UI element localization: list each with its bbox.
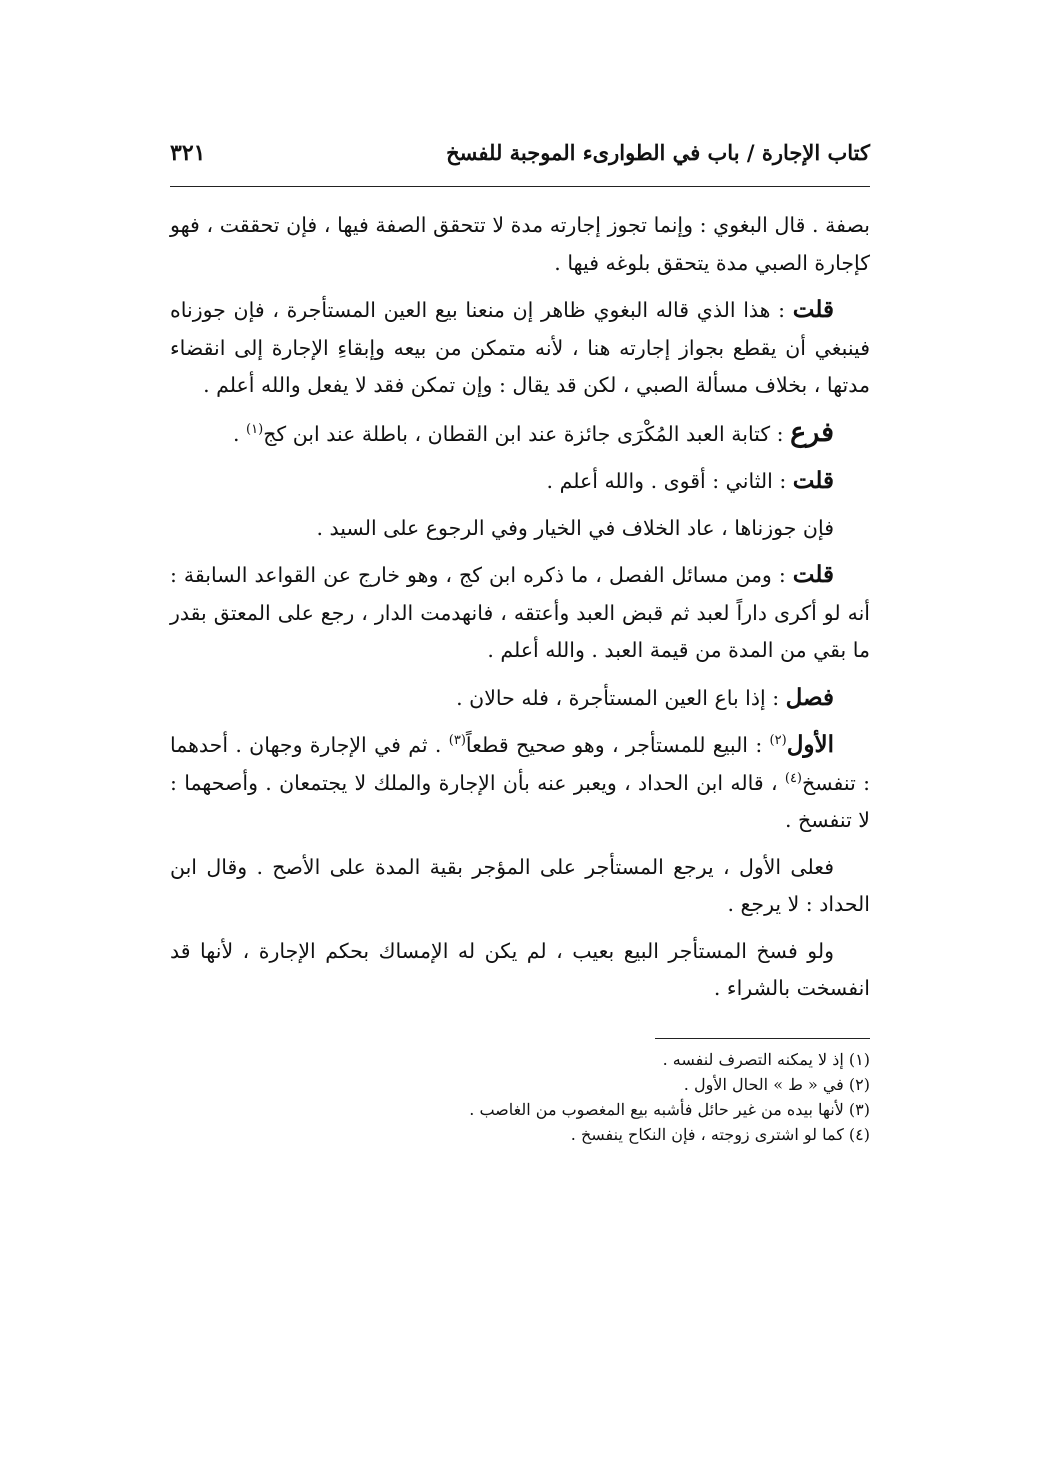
footnote-ref: (١) <box>246 421 264 437</box>
footnote-ref: (٤) <box>784 770 802 786</box>
header-title: كتاب الإجارة / باب في الطوارىء الموجبة للفسخ <box>446 140 870 165</box>
paragraph: بصفة . قال البغوي : وإنما تجوز إجارته مدة لا تتحقق الصفة فيها ، فإن تحققت ، فهو كإجارة الصبي مدة يتحقق بلوغه فيها . <box>170 213 870 275</box>
footnote: (١) إذ لا يمكنه التصرف لنفسه . <box>662 1049 870 1069</box>
keyword-awwal: الأول <box>786 731 835 758</box>
paragraph: قلت : الثاني : أقوى . والله أعلم . <box>546 467 834 494</box>
footnote: (٢) في « ط » الحال الأول . <box>683 1074 870 1094</box>
footnote-ref: (٢) <box>769 733 787 749</box>
keyword-qultu: قلت <box>792 561 834 588</box>
body-text <box>170 207 870 1008</box>
keyword-qultu: قلت <box>792 296 834 323</box>
paragraph: ولو فسخ المستأجر البيع بعيب ، لم يكن له الإمساك بحكم الإجارة ، لأنها قد انفسخت بالشراء . <box>170 938 870 1000</box>
book-page <box>170 140 870 1147</box>
footnote-divider <box>655 1038 870 1039</box>
paragraph: الأول$^{(٢)}$ : البيع للمستأجر ، وهو صحيح قطعاً$^{(٣)}$ . ثم في الإجارة وجهان . أحدهما : تنفسخ$^{(٤)}$ ، قاله ابن الحداد ، ويعبر عنه بأن الإجارة والملك لا يجتمعان . وأصحهما : لا تنفسخ . <box>170 731 870 832</box>
footnotes <box>170 1047 870 1147</box>
paragraph: فعلى الأول ، يرجع المستأجر على المؤجر بقية المدة على الأصح . وقال ابن الحداد : لا يرجع . <box>170 854 870 916</box>
paragraph: قلت : ومن مسائل الفصل ، ما ذكره ابن كج ، وهو خارج عن القواعد السابقة : أنه لو أكرى داراً لعبد ثم قبض العبد وأعتقه ، فانهدمت الدار ، رجع على المعتق بقدر ما بقي من المدة من قيمة العبد . والله أعلم . <box>170 561 870 662</box>
paragraph: فرع : كتابة العبد المُكْرَى جائزة عند ابن القطان ، باطلة عند ابن كج$^{(١)}$ . <box>233 416 834 448</box>
paragraph: قلت : هذا الذي قاله البغوي ظاهر إن منعنا بيع العين المستأجرة ، فإن جوزناه فينبغي أن يقطع بجواز إجارته هنا ، لأنه متمكن من بيعه وإبقاءِ الإجارة إلى انقضاء مدتها ، بخلاف مسألة الصبي ، لكن قد يقال : وإن تمكن فقد لا يفعل والله أعلم . <box>170 296 870 397</box>
running-header <box>170 140 870 187</box>
footnote: (٤) كما لو اشترى زوجته ، فإن النكاح ينفسخ . <box>570 1124 870 1144</box>
paragraph: فإن جوزناها ، عاد الخلاف في الخيار وفي الرجوع على السيد . <box>316 515 834 540</box>
keyword-qultu: قلت <box>792 467 834 494</box>
footnote-ref: (٣) <box>448 733 466 749</box>
footnote: (٣) لأنها بيده من غير حائل فأشبه بيع المغصوب من الغاصب . <box>469 1099 870 1119</box>
paragraph: فصل : إذا باع العين المستأجرة ، فله حالان . <box>456 683 834 711</box>
page-number: ٣٢١ <box>170 140 206 166</box>
keyword-fasl: فصل <box>785 683 834 711</box>
keyword-far: فرع <box>790 416 834 448</box>
